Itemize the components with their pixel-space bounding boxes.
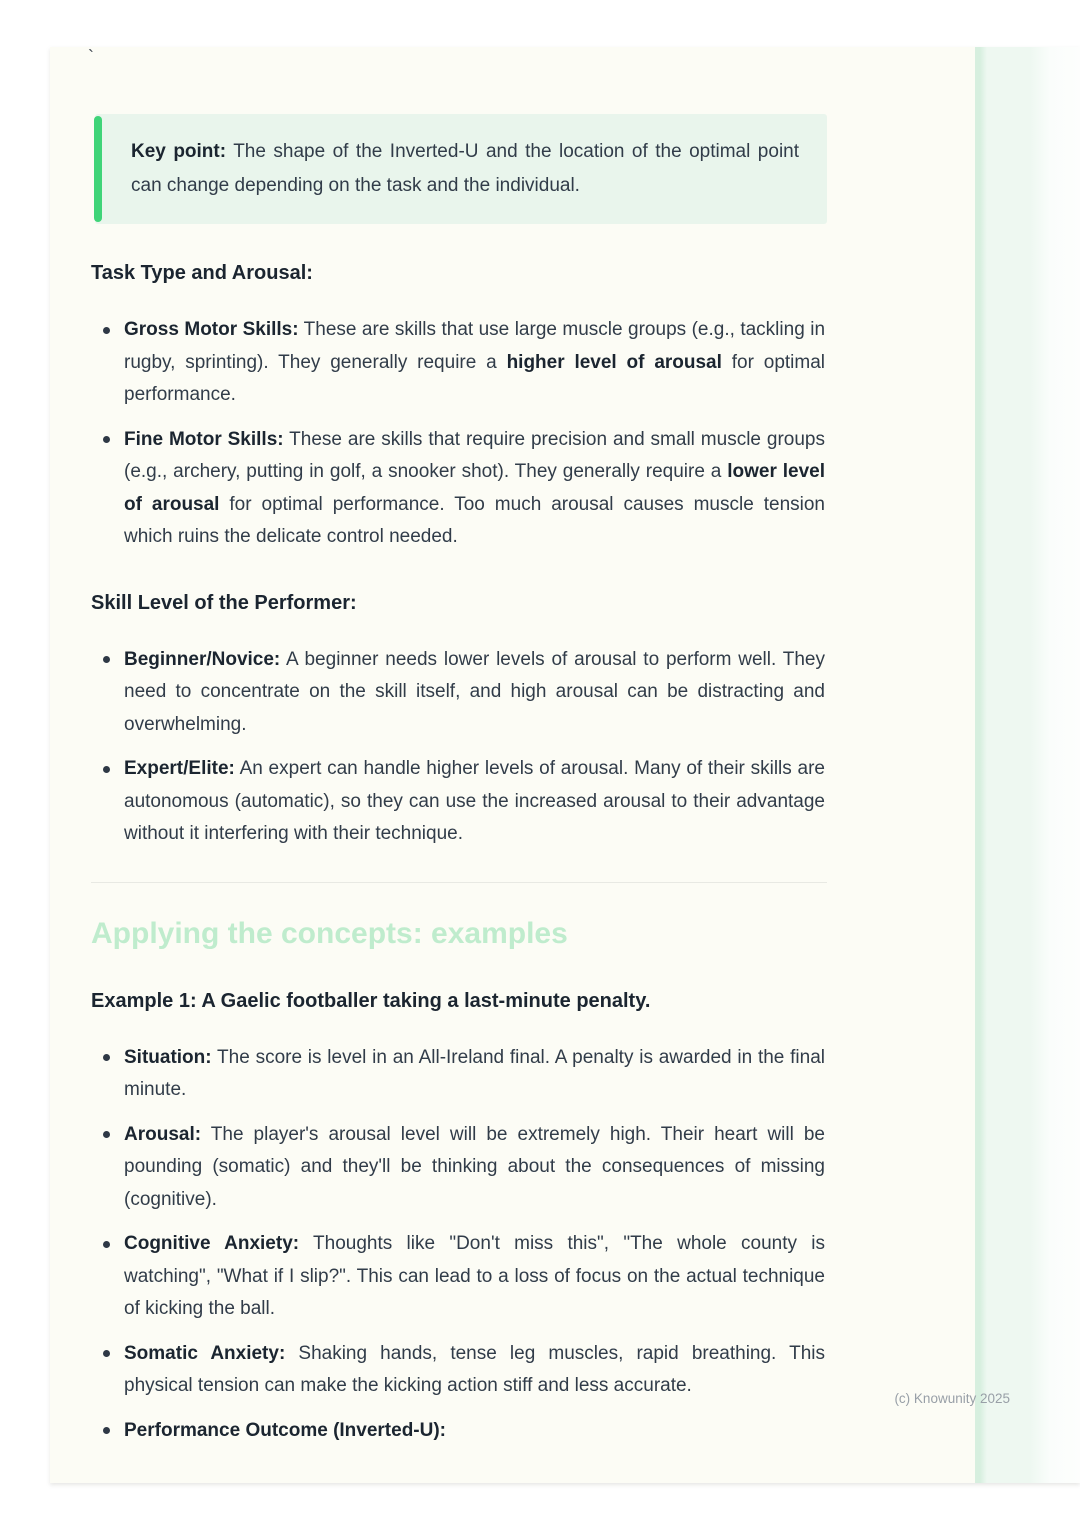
body-text: A beginner needs lower levels of arousal to perform well. They need to concentrate on the skill itself, and high arousal can be distracting and overwhelming. (124, 648, 825, 735)
bold-text: Beginner/Novice: (124, 648, 281, 670)
page-right-margin-strip (975, 47, 1080, 1483)
example-1-heading: Example 1: A Gaelic footballer taking a last-minute penalty. (91, 989, 651, 1012)
body-text: for optimal performance. Too much arousal causes muscle tension which ruins the delicate control needed. (124, 493, 825, 547)
body-text: The score is level in an All-Ireland final. A penalty is awarded in the final minute. (124, 1046, 825, 1100)
skill-level-list (91, 644, 825, 851)
body-text: for optimal performance. (124, 351, 826, 405)
list-item (91, 1228, 825, 1326)
callout-accent-bar (94, 116, 102, 222)
bullet-dot (103, 766, 110, 773)
bullet-dot (103, 1350, 110, 1357)
task-type-heading: Task Type and Arousal: (91, 262, 313, 284)
bullet-dot (103, 1241, 110, 1248)
skill-level-heading: Skill Level of the Performer: (91, 591, 357, 614)
bold-text: Arousal: (124, 1123, 202, 1145)
list-item (91, 1119, 825, 1217)
applying-concepts-heading: Applying the concepts: examples (91, 916, 568, 950)
document-page (50, 47, 1080, 1483)
body-text: The player's arousal level will be extremely high. Their heart will be pounding (somatic) and they'll be thinking about the consequences of missing (cognitive). (124, 1123, 825, 1210)
copyright-notice: (c) Knowunity 2025 (894, 1391, 1010, 1406)
list-item (91, 1415, 825, 1448)
bullet-dot (103, 656, 110, 663)
example-1-list (91, 1042, 825, 1448)
body-text: Shaking hands, tense leg muscles, rapid breathing. This physical tension can make the kicking action stiff and less accurate. (124, 1342, 825, 1396)
list-item (91, 1338, 825, 1403)
task-type-list (91, 314, 825, 554)
page-content (50, 114, 866, 1447)
bold-text: Performance Outcome (Inverted-U): (124, 1419, 447, 1441)
body-text: Thoughts like "Don't miss this", "The whole county is watching", "What if I slip?". This can lead to a loss of focus on the actual technique of kicking the ball. (124, 1233, 826, 1319)
bold-text: higher level of arousal (506, 351, 722, 373)
list-item (91, 753, 825, 851)
bullet-dot (103, 1427, 110, 1434)
section-divider (91, 882, 827, 883)
bold-text: Key point: (131, 141, 227, 162)
body-text: The shape of the Inverted-U and the location of the optimal point can change depending on the task and the individual. (131, 141, 800, 196)
list-item (91, 314, 825, 412)
bullet-dot (103, 1054, 110, 1061)
bold-text: Gross Motor Skills: (124, 319, 299, 340)
bold-text: Expert/Elite: (124, 758, 235, 779)
list-item (91, 1042, 825, 1107)
bullet-dot (103, 436, 110, 443)
body-text: These are skills that require precision and small muscle groups (e.g., archery, putting in golf, a snooker shot). They generally require a (124, 428, 825, 482)
bullet-dot (103, 1131, 110, 1138)
bold-text: Situation: (124, 1046, 212, 1068)
list-item (91, 424, 825, 554)
key-point-callout (95, 114, 827, 224)
list-item (91, 644, 825, 742)
bold-text: Fine Motor Skills: (124, 428, 284, 450)
bullet-dot (103, 327, 110, 334)
body-text: An expert can handle higher levels of arousal. Many of their skills are autonomous (automatic), so they can use the increased arousal to their advantage without it interfering with their technique. (124, 758, 825, 844)
bold-text: Somatic Anxiety: (124, 1342, 286, 1364)
bold-text: Cognitive Anxiety: (124, 1233, 300, 1254)
stray-backtick: ` (88, 47, 94, 67)
bold-text: lower level of arousal (124, 461, 825, 515)
body-text: These are skills that use large muscle groups (e.g., tackling in rugby, sprinting). They generally require a (124, 319, 826, 373)
